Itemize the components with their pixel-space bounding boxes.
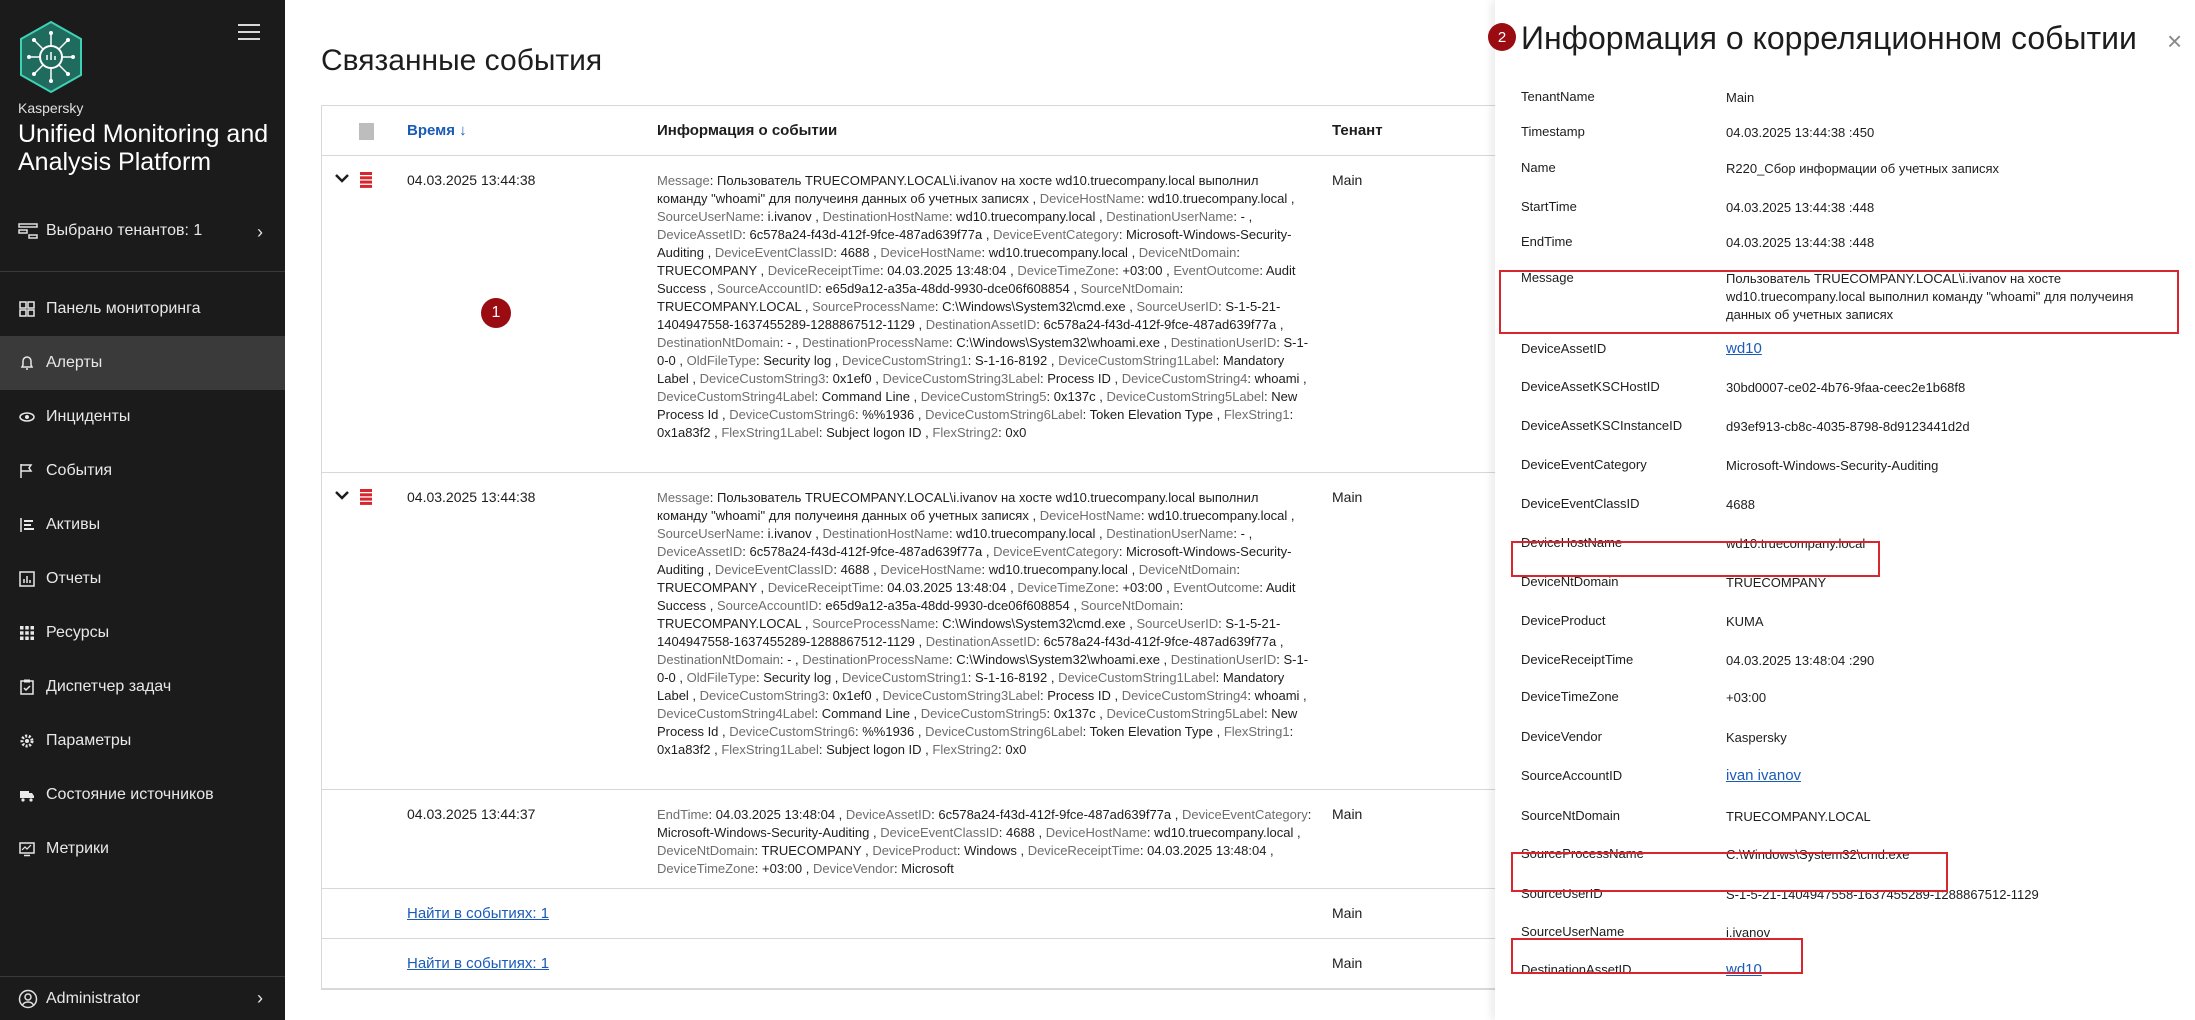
field-value: 04.03.2025 13:48:04 :290 bbox=[1726, 653, 1875, 668]
field-value: C:\Windows\System32\cmd.exe bbox=[1726, 847, 1910, 862]
table-row bbox=[322, 939, 1501, 989]
field-value: Microsoft-Windows-Security-Auditing bbox=[1726, 458, 1939, 473]
chevron-down-icon[interactable] bbox=[334, 170, 350, 186]
info-field-value: Microsoft bbox=[901, 861, 954, 876]
tenants-icon bbox=[18, 222, 38, 240]
info-field-key: SourceUserID bbox=[1136, 616, 1219, 631]
brand-company: Kaspersky bbox=[18, 100, 84, 116]
sidebar-item-dashboard[interactable] bbox=[0, 282, 285, 336]
info-field-value: TRUECOMPANY bbox=[657, 263, 757, 278]
sidebar-item-label: Состояние источников bbox=[46, 786, 214, 803]
field-key: DeviceProduct bbox=[1521, 613, 1606, 628]
info-field-key: DeviceCustomString5Label bbox=[1106, 706, 1265, 721]
sidebar-item-assets[interactable] bbox=[0, 498, 285, 552]
menu-toggle-icon[interactable] bbox=[238, 24, 260, 42]
info-field-key: SourceUserName bbox=[657, 526, 761, 541]
info-field-value: wd10.truecompany.local bbox=[956, 209, 1096, 224]
sidebar-item-source-status[interactable] bbox=[0, 768, 285, 822]
sidebar-item-label: События bbox=[46, 462, 113, 479]
info-field-value: 0x137c bbox=[1053, 706, 1096, 721]
info-field-key: DeviceCustomString5Label bbox=[1106, 389, 1265, 404]
related-events-table bbox=[321, 105, 1501, 990]
field-value: TRUECOMPANY bbox=[1726, 575, 1827, 590]
highlight-box bbox=[1511, 938, 1803, 974]
info-field-value: Mandatory Label bbox=[657, 353, 1285, 386]
info-field-value: - bbox=[787, 652, 792, 667]
info-field-key: DeviceNtDomain bbox=[1138, 562, 1237, 577]
info-field-value: wd10.truecompany.local bbox=[1154, 825, 1294, 840]
find-in-events-link[interactable]: Найти в событиях: 1 bbox=[407, 955, 550, 972]
info-field-value: New Process Id bbox=[657, 706, 1298, 739]
info-field-value: i.ivanov bbox=[767, 209, 812, 224]
info-field-value: - bbox=[787, 335, 792, 350]
info-field-value: 04.03.2025 13:48:04 bbox=[715, 807, 836, 822]
sidebar-divider bbox=[0, 271, 285, 272]
gear-icon bbox=[18, 732, 36, 750]
info-field-value: wd10.truecompany.local bbox=[988, 245, 1128, 260]
info-field-key: SourceAccountID bbox=[716, 281, 819, 296]
field-key: DeviceEventCategory bbox=[1521, 457, 1647, 472]
info-field-key: DeviceCustomString1 bbox=[842, 353, 968, 368]
event-tenant: Main bbox=[1332, 955, 1363, 971]
field-value: 04.03.2025 13:44:38 :450 bbox=[1726, 125, 1875, 140]
panel-title: Информация о корреляционном событии bbox=[1521, 20, 2137, 56]
field-key: Timestamp bbox=[1521, 124, 1585, 139]
info-field-value: C:\Windows\System32\whoami.exe bbox=[956, 652, 1160, 667]
flag-icon bbox=[18, 462, 36, 480]
sidebar-item-resources[interactable] bbox=[0, 606, 285, 660]
info-field-value: Пользователь TRUECOMPANY.LOCAL\i.ivanov на хосте wd10.truecompany.local выполнил команду "whoami" для получеиня данных об учетных записях bbox=[657, 173, 1259, 206]
info-field-key: DeviceReceiptTime bbox=[767, 580, 880, 595]
page-title: Связанные события bbox=[321, 44, 603, 77]
event-info: EndTime: 04.03.2025 13:48:04 , DeviceAssetID: 6c578a24-f43d-412f-9fce-487ad639f77a , DeviceEventCategory: Microsoft-Windows-Security-Auditing , DeviceEventClassID: 4688 , DeviceHostName: wd10.truecompany.local , DeviceNtDomain: TRUECOMPANY , DeviceProduct: Windows , DeviceReceiptTime: 04.03.2025 13:48:04 , DeviceTimeZone: +03:00 , DeviceVendor: Microsoft bbox=[657, 807, 1312, 876]
info-field-key: OldFileType bbox=[686, 670, 757, 685]
info-field-key: DeviceHostName bbox=[1045, 825, 1147, 840]
field-value: 04.03.2025 13:44:38 :448 bbox=[1726, 200, 1875, 215]
info-field-value: Security log bbox=[763, 353, 832, 368]
info-field-value: whoami bbox=[1254, 688, 1300, 703]
info-field-key: FlexString2 bbox=[932, 425, 999, 440]
field-key: DeviceEventClassID bbox=[1521, 496, 1640, 511]
info-field-key: SourceUserName bbox=[657, 209, 761, 224]
info-field-key: Message bbox=[657, 490, 710, 505]
info-field-key: DeviceCustomString3Label bbox=[882, 688, 1041, 703]
info-field-key: DeviceTimeZone bbox=[657, 861, 755, 876]
info-field-key: DeviceCustomString6Label bbox=[925, 724, 1083, 739]
column-header-time[interactable] bbox=[407, 122, 467, 139]
info-field-value: Mandatory Label bbox=[657, 670, 1285, 703]
field-value: i.ivanov bbox=[1726, 925, 1771, 940]
info-field-value: 0x1a83f2 bbox=[657, 425, 711, 440]
info-field-key: SourceProcessName bbox=[812, 616, 935, 631]
info-field-value: S-1-0-0 bbox=[657, 335, 1309, 368]
table-row[interactable] bbox=[322, 790, 1501, 889]
info-field-key: DeviceHostName bbox=[880, 562, 982, 577]
info-field-value: +03:00 bbox=[762, 861, 803, 876]
info-field-key: DeviceCustomString5 bbox=[920, 389, 1047, 404]
user-avatar-icon bbox=[18, 989, 38, 1009]
sidebar-item-incidents[interactable] bbox=[0, 390, 285, 444]
info-field-key: FlexString1Label bbox=[721, 742, 819, 757]
sidebar-item-label: Активы bbox=[46, 516, 101, 533]
info-field-value: S-1-0-0 bbox=[657, 652, 1309, 685]
info-field-key: DeviceCustomString3Label bbox=[882, 371, 1041, 386]
info-field-key: DeviceEventClassID bbox=[880, 825, 999, 840]
info-field-key: DeviceHostName bbox=[880, 245, 982, 260]
info-field-value: TRUECOMPANY.LOCAL bbox=[657, 299, 802, 314]
info-field-value: i.ivanov bbox=[767, 526, 812, 541]
info-field-key: DestinationAssetID bbox=[925, 634, 1037, 649]
sidebar-item-settings[interactable] bbox=[0, 714, 285, 768]
info-field-key: FlexString1 bbox=[1223, 724, 1290, 739]
info-field-value: 0x0 bbox=[1005, 425, 1027, 440]
info-field-value: 0x1ef0 bbox=[832, 371, 872, 386]
truck-icon bbox=[18, 786, 36, 804]
info-field-value: C:\Windows\System32\cmd.exe bbox=[942, 299, 1126, 314]
field-value: +03:00 bbox=[1726, 690, 1767, 705]
sidebar bbox=[0, 0, 285, 1020]
field-value: KUMA bbox=[1726, 614, 1764, 629]
info-field-key: DestinationAssetID bbox=[925, 317, 1037, 332]
event-time: 04.03.2025 13:44:38 bbox=[407, 172, 536, 188]
highlight-box bbox=[1511, 541, 1880, 577]
info-field-key: DeviceTimeZone bbox=[1017, 580, 1116, 595]
info-field-key: OldFileType bbox=[686, 353, 757, 368]
field-key: DeviceAssetID bbox=[1521, 341, 1607, 356]
info-field-value: C:\Windows\System32\cmd.exe bbox=[942, 616, 1126, 631]
field-key: SourceAccountID bbox=[1521, 768, 1623, 783]
info-field-value: - bbox=[1240, 526, 1245, 541]
info-field-key: FlexString1Label bbox=[721, 425, 819, 440]
info-field-key: DeviceCustomString5 bbox=[920, 706, 1047, 721]
column-header-info: Информация о событии bbox=[657, 122, 838, 139]
sidebar-item-events[interactable] bbox=[0, 444, 285, 498]
info-field-value: +03:00 bbox=[1122, 580, 1163, 595]
severity-icon bbox=[360, 489, 372, 505]
field-value: d93ef913-cb8c-4035-8798-8d9123441d2d bbox=[1726, 419, 1970, 434]
field-value-link[interactable]: ivan ivanov bbox=[1726, 767, 1802, 784]
info-field-key: DeviceCustomString3 bbox=[699, 371, 826, 386]
event-tenant: Main bbox=[1332, 489, 1363, 505]
info-field-value: C:\Windows\System32\whoami.exe bbox=[956, 335, 1160, 350]
info-field-value: Token Elevation Type bbox=[1089, 724, 1213, 739]
info-field-key: DeviceCustomString3 bbox=[699, 688, 826, 703]
info-field-value: e65d9a12-a35a-48dd-9930-dce06f608854 bbox=[825, 281, 1070, 296]
info-field-value: 4688 bbox=[840, 562, 870, 577]
info-field-value: Command Line bbox=[821, 389, 910, 404]
info-field-value: +03:00 bbox=[1122, 263, 1163, 278]
info-field-key: DeviceNtDomain bbox=[1138, 245, 1237, 260]
info-field-key: EventOutcome bbox=[1173, 263, 1260, 278]
field-value: 4688 bbox=[1726, 497, 1755, 512]
sidebar-item-label: Ресурсы bbox=[46, 624, 110, 641]
info-field-value: Microsoft-Windows-Security-Auditing bbox=[657, 825, 870, 840]
sidebar-item-label: Инциденты bbox=[46, 408, 131, 425]
info-field-value: wd10.truecompany.local bbox=[988, 562, 1128, 577]
event-info: Message: Пользователь TRUECOMPANY.LOCAL\i.ivanov на хосте wd10.truecompany.local выполнил команду "whoami" для получеиня данных об учетных записях , DeviceHostName: wd10.truecompany.local , SourceUserName: i.ivanov , DestinationHostName: wd10.truecompany.local , DestinationUserName: - , DeviceAssetID: 6c578a24-f43d-412f-9fce-487ad639f77a , DeviceEventCategory: Microsoft-Windows-Security-Auditing , DeviceEventClassID: 4688 , DeviceHostName: wd10.truecompany.local , DeviceNtDomain: TRUECOMPANY , DeviceReceiptTime: 04.03.2025 13:48:04 , DeviceTimeZone: +03:00 , EventOutcome: Audit Success , SourceAccountID: e65d9a12-a35a-48dd-9930-dce06f608854 , SourceNtDomain: TRUECOMPANY.LOCAL , SourceProcessName: C:\Windows\System32\cmd.exe , SourceUserID: S-1-5-21-1404947558-1637455289-1288867512-1129 , DestinationAssetID: 6c578a24-f43d-412f-9fce-487ad639f77a , DestinationNtDomain: - , DestinationProcessName: C:\Windows\System32\whoami.exe , DestinationUserID: S-1-0-0 , OldFileType: Security log , DeviceCustomString1: S-1-16-8192 , DeviceCustomString1Label: Mandatory Label , DeviceCustomString3: 0x1ef0 , DeviceCustomString3Label: Process ID , DeviceCustomString4: whoami , DeviceCustomString4Label: Command Line , DeviceCustomString5: 0x137c , DeviceCustomString5Label: New Process Id , DeviceCustomString6: %%1936 , DeviceCustomString6Label: Token Elevation Type , FlexString1: 0x1a83f2 , FlexString1Label: Subject logon ID , FlexString2: 0x0 bbox=[657, 490, 1309, 757]
field-key: DestinationAssetID bbox=[1521, 962, 1632, 977]
info-field-key: SourceNtDomain bbox=[1080, 281, 1180, 296]
info-field-value: 04.03.2025 13:48:04 bbox=[887, 580, 1007, 595]
info-field-key: EndTime bbox=[657, 807, 709, 822]
event-info: Message: Пользователь TRUECOMPANY.LOCAL\i.ivanov на хосте wd10.truecompany.local выполнил команду "whoami" для получеиня данных об учетных записях , DeviceHostName: wd10.truecompany.local , SourceUserName: i.ivanov , DestinationHostName: wd10.truecompany.local , DestinationUserName: - , DeviceAssetID: 6c578a24-f43d-412f-9fce-487ad639f77a , DeviceEventCategory: Microsoft-Windows-Security-Auditing , DeviceEventClassID: 4688 , DeviceHostName: wd10.truecompany.local , DeviceNtDomain: TRUECOMPANY , DeviceReceiptTime: 04.03.2025 13:48:04 , DeviceTimeZone: +03:00 , EventOutcome: Audit Success , SourceAccountID: e65d9a12-a35a-48dd-9930-dce06f608854 , SourceNtDomain: TRUECOMPANY.LOCAL , SourceProcessName: C:\Windows\System32\cmd.exe , SourceUserID: S-1-5-21-1404947558-1637455289-1288867512-1129 , DestinationAssetID: 6c578a24-f43d-412f-9fce-487ad639f77a , DestinationNtDomain: - , DestinationProcessName: C:\Windows\System32\whoami.exe , DestinationUserID: S-1-0-0 , OldFileType: Security log , DeviceCustomString1: S-1-16-8192 , DeviceCustomString1Label: Mandatory Label , DeviceCustomString3: 0x1ef0 , DeviceCustomString3Label: Process ID , DeviceCustomString4: whoami , DeviceCustomString4Label: Command Line , DeviceCustomString5: 0x137c , DeviceCustomString5Label: New Process Id , DeviceCustomString6: %%1936 , DeviceCustomString6Label: Token Elevation Type , FlexString1: 0x1a83f2 , FlexString1Label: Subject logon ID , FlexString2: 0x0 bbox=[657, 173, 1309, 440]
info-field-value: TRUECOMPANY bbox=[761, 843, 862, 858]
info-field-value: wd10.truecompany.local bbox=[956, 526, 1096, 541]
info-field-key: DeviceEventCategory bbox=[1181, 807, 1308, 822]
info-field-key: DeviceHostName bbox=[1039, 508, 1141, 523]
info-field-value: 6c578a24-f43d-412f-9fce-487ad639f77a bbox=[938, 807, 1172, 822]
info-field-key: DeviceCustomString1 bbox=[842, 670, 968, 685]
field-key: SourceProcessName bbox=[1521, 846, 1644, 861]
field-value-link[interactable]: wd10 bbox=[1726, 340, 1762, 357]
event-tenant: Main bbox=[1332, 905, 1363, 921]
field-value-link[interactable]: wd10 bbox=[1726, 961, 1762, 978]
info-field-value: 04.03.2025 13:48:04 bbox=[1147, 843, 1267, 858]
field-key: EndTime bbox=[1521, 234, 1573, 249]
clipboard-icon bbox=[18, 678, 36, 696]
field-key: StartTime bbox=[1521, 199, 1577, 214]
field-key: DeviceAssetKSCHostID bbox=[1521, 379, 1660, 394]
field-key: DeviceTimeZone bbox=[1521, 689, 1619, 704]
info-field-value: 04.03.2025 13:48:04 bbox=[887, 263, 1007, 278]
field-key: SourceNtDomain bbox=[1521, 808, 1620, 823]
info-field-key: SourceAccountID bbox=[716, 598, 819, 613]
info-field-key: DeviceTimeZone bbox=[1017, 263, 1116, 278]
sidebar-item-metrics[interactable] bbox=[0, 822, 285, 876]
correlation-event-panel bbox=[1495, 0, 2195, 1020]
info-field-key: SourceNtDomain bbox=[1080, 598, 1180, 613]
field-value: 04.03.2025 13:44:38 :448 bbox=[1726, 235, 1875, 250]
info-field-key: DeviceReceiptTime bbox=[767, 263, 880, 278]
info-field-key: DestinationProcessName bbox=[802, 652, 949, 667]
info-field-value: - bbox=[1240, 209, 1245, 224]
info-field-value: S-1-5-21-1404947558-1637455289-1288867512-1129 bbox=[657, 616, 1281, 649]
info-field-value: New Process Id bbox=[657, 389, 1298, 422]
info-field-key: SourceUserID bbox=[1136, 299, 1219, 314]
assets-icon bbox=[18, 516, 36, 534]
info-field-value: Process ID bbox=[1047, 371, 1111, 386]
table-header bbox=[322, 106, 1501, 156]
info-field-key: DestinationUserName bbox=[1106, 209, 1234, 224]
sidebar-item-alerts[interactable] bbox=[0, 336, 285, 390]
field-value: TRUECOMPANY.LOCAL bbox=[1726, 809, 1871, 824]
info-field-key: Message bbox=[657, 173, 710, 188]
info-field-value: Windows bbox=[964, 843, 1017, 858]
info-field-value: Audit Success bbox=[657, 580, 1296, 613]
field-value: R220_Сбор информации об учетных записях bbox=[1726, 161, 2000, 176]
info-field-key: DestinationUserID bbox=[1170, 652, 1277, 667]
info-field-key: DeviceCustomString4 bbox=[1121, 371, 1248, 386]
info-field-value: whoami bbox=[1254, 371, 1300, 386]
field-value: Kaspersky bbox=[1726, 730, 1787, 745]
sidebar-item-label: Метрики bbox=[46, 840, 109, 857]
info-field-key: DestinationHostName bbox=[822, 526, 949, 541]
info-field-key: SourceProcessName bbox=[812, 299, 935, 314]
sidebar-item-label: Отчеты bbox=[46, 570, 102, 587]
dashboard-icon bbox=[18, 300, 36, 318]
kaspersky-logo bbox=[18, 20, 84, 94]
info-field-key: DeviceEventCategory bbox=[993, 544, 1119, 559]
info-field-key: DeviceCustomString1Label bbox=[1058, 353, 1216, 368]
severity-icon bbox=[360, 172, 372, 188]
info-field-key: DeviceHostName bbox=[1039, 191, 1141, 206]
monitor-icon bbox=[18, 840, 36, 858]
select-all-checkbox[interactable] bbox=[359, 123, 374, 140]
info-field-key: FlexString2 bbox=[932, 742, 999, 757]
chevron-down-icon[interactable] bbox=[334, 487, 350, 503]
info-field-value: 4688 bbox=[1005, 825, 1035, 840]
field-key: DeviceAssetKSCInstanceID bbox=[1521, 418, 1683, 433]
user-name: Administrator bbox=[46, 989, 141, 1007]
bell-icon bbox=[18, 354, 36, 372]
info-field-value: Security log bbox=[763, 670, 832, 685]
highlight-box bbox=[1511, 852, 1948, 892]
field-value: S-1-5-21-1404947558-1637455289-1288867512-1129 bbox=[1726, 887, 2039, 902]
info-field-key: DeviceCustomString6 bbox=[729, 724, 855, 739]
info-field-value: 6c578a24-f43d-412f-9fce-487ad639f77a bbox=[1043, 317, 1277, 332]
info-field-value: S-1-16-8192 bbox=[974, 353, 1048, 368]
event-time: 04.03.2025 13:44:37 bbox=[407, 806, 536, 822]
column-header-tenant: Тенант bbox=[1332, 122, 1383, 139]
info-field-value: S-1-5-21-1404947558-1637455289-1288867512-1129 bbox=[657, 299, 1281, 332]
info-field-value: Command Line bbox=[821, 706, 910, 721]
table-row[interactable] bbox=[322, 473, 1501, 790]
sidebar-item-label: Параметры bbox=[46, 732, 132, 749]
info-field-key: DestinationUserName bbox=[1106, 526, 1234, 541]
info-field-key: DeviceEventClassID bbox=[714, 562, 834, 577]
field-key: TenantName bbox=[1521, 89, 1595, 104]
info-field-key: DestinationHostName bbox=[822, 209, 949, 224]
info-field-key: DeviceCustomString4Label bbox=[657, 706, 815, 721]
info-field-value: Process ID bbox=[1047, 688, 1111, 703]
sidebar-item-task-manager[interactable] bbox=[0, 660, 285, 714]
event-tenant: Main bbox=[1332, 806, 1363, 822]
event-tenant: Main bbox=[1332, 172, 1363, 188]
info-field-value: 0x0 bbox=[1005, 742, 1027, 757]
field-value: wd10.truecompany.local bbox=[1726, 536, 1866, 551]
info-field-value: 6c578a24-f43d-412f-9fce-487ad639f77a bbox=[1043, 634, 1277, 649]
info-field-value: Audit Success bbox=[657, 263, 1296, 296]
info-field-value: Пользователь TRUECOMPANY.LOCAL\i.ivanov на хосте wd10.truecompany.local выполнил команду "whoami" для получеиня данных об учетных записях bbox=[657, 490, 1259, 523]
info-field-key: DeviceCustomString1Label bbox=[1058, 670, 1216, 685]
info-field-value: S-1-16-8192 bbox=[974, 670, 1048, 685]
info-field-value: 6c578a24-f43d-412f-9fce-487ad639f77a bbox=[749, 227, 983, 242]
event-time: 04.03.2025 13:44:38 bbox=[407, 489, 536, 505]
info-field-key: DeviceEventClassID bbox=[714, 245, 834, 260]
info-field-key: DeviceAssetID bbox=[657, 544, 743, 559]
info-field-value: 6c578a24-f43d-412f-9fce-487ad639f77a bbox=[749, 544, 983, 559]
info-field-value: wd10.truecompany.local bbox=[1148, 191, 1288, 206]
info-field-value: TRUECOMPANY.LOCAL bbox=[657, 616, 802, 631]
info-field-value: TRUECOMPANY bbox=[657, 580, 757, 595]
brand-product-name: Unified Monitoring and Analysis Platform bbox=[18, 120, 269, 176]
sidebar-item-label: Панель мониторинга bbox=[46, 300, 201, 317]
highlight-box bbox=[1499, 270, 2179, 334]
info-field-key: DeviceCustomString4 bbox=[1121, 688, 1248, 703]
info-field-value: Token Elevation Type bbox=[1089, 407, 1213, 422]
table-row bbox=[322, 889, 1501, 939]
info-field-value: Subject logon ID bbox=[826, 742, 922, 757]
field-key: DeviceReceiptTime bbox=[1521, 652, 1634, 667]
user-menu[interactable] bbox=[0, 976, 285, 1020]
field-value: Main bbox=[1726, 90, 1755, 105]
info-field-value: %%1936 bbox=[862, 724, 915, 739]
sidebar-item-reports[interactable] bbox=[0, 552, 285, 606]
info-field-key: DeviceVendor bbox=[812, 861, 894, 876]
info-field-value: 0x137c bbox=[1053, 389, 1096, 404]
sidebar-item-label: Алерты bbox=[46, 354, 103, 371]
info-field-key: DeviceAssetID bbox=[845, 807, 932, 822]
info-field-value: 0x1ef0 bbox=[832, 688, 872, 703]
column-header-time-label: Время bbox=[407, 122, 455, 139]
info-field-key: DeviceCustomString6Label bbox=[925, 407, 1083, 422]
annotation-marker: 1 bbox=[481, 298, 511, 328]
annotation-marker: 2 bbox=[1488, 23, 1516, 51]
info-field-key: DeviceNtDomain bbox=[657, 843, 755, 858]
sidebar-nav bbox=[0, 282, 285, 876]
info-field-key: DestinationNtDomain bbox=[657, 652, 780, 667]
find-in-events-link[interactable]: Найти в событиях: 1 bbox=[407, 905, 550, 922]
info-field-value: Microsoft-Windows-Security-Auditing bbox=[657, 227, 1292, 260]
info-field-value: 4688 bbox=[840, 245, 870, 260]
tenant-selector-label: Выбрано тенантов: 1 bbox=[46, 222, 203, 239]
info-field-key: EventOutcome bbox=[1173, 580, 1260, 595]
field-key: SourceUserName bbox=[1521, 924, 1625, 939]
chevron-right-icon: › bbox=[257, 222, 263, 242]
sidebar-item-label: Диспетчер задач bbox=[46, 678, 172, 695]
tenant-selector[interactable] bbox=[0, 211, 285, 251]
grid-icon bbox=[18, 624, 36, 642]
info-field-key: DestinationNtDomain bbox=[657, 335, 780, 350]
info-field-key: DeviceAssetID bbox=[657, 227, 743, 242]
info-field-key: DestinationUserID bbox=[1170, 335, 1277, 350]
info-field-value: Microsoft-Windows-Security-Auditing bbox=[657, 544, 1292, 577]
info-field-value: wd10.truecompany.local bbox=[1148, 508, 1288, 523]
info-field-value: Subject logon ID bbox=[826, 425, 922, 440]
field-key: Name bbox=[1521, 160, 1556, 175]
info-field-value: %%1936 bbox=[862, 407, 915, 422]
field-value: 30bd0007-ce02-4b76-9faa-ceec2e1b68f8 bbox=[1726, 380, 1966, 395]
chart-icon bbox=[18, 570, 36, 588]
eye-icon bbox=[18, 408, 36, 426]
info-field-key: DeviceCustomString6 bbox=[729, 407, 855, 422]
close-icon[interactable]: × bbox=[2167, 26, 2183, 56]
field-key: SourceUserID bbox=[1521, 886, 1603, 901]
info-field-key: DestinationProcessName bbox=[802, 335, 949, 350]
info-field-value: e65d9a12-a35a-48dd-9930-dce06f608854 bbox=[825, 598, 1070, 613]
info-field-key: DeviceReceiptTime bbox=[1027, 843, 1140, 858]
field-value: Пользователь TRUECOMPANY.LOCAL\i.ivanov на хосте wd10.truecompany.local выполнил команду "whoami" для получеиня данных об учетных записях bbox=[1726, 271, 2134, 322]
info-field-key: DeviceEventCategory bbox=[993, 227, 1119, 242]
info-field-key: DeviceProduct bbox=[872, 843, 957, 858]
field-key: DeviceVendor bbox=[1521, 729, 1602, 744]
info-field-key: DeviceCustomString4Label bbox=[657, 389, 815, 404]
info-field-key: FlexString1 bbox=[1223, 407, 1290, 422]
sort-down-icon: ↓ bbox=[459, 122, 467, 139]
field-key: DeviceNtDomain bbox=[1521, 574, 1619, 589]
chevron-right-icon: › bbox=[257, 988, 263, 1008]
field-key: Message bbox=[1521, 270, 1574, 285]
field-key: DeviceHostName bbox=[1521, 535, 1623, 550]
info-field-value: 0x1a83f2 bbox=[657, 742, 711, 757]
